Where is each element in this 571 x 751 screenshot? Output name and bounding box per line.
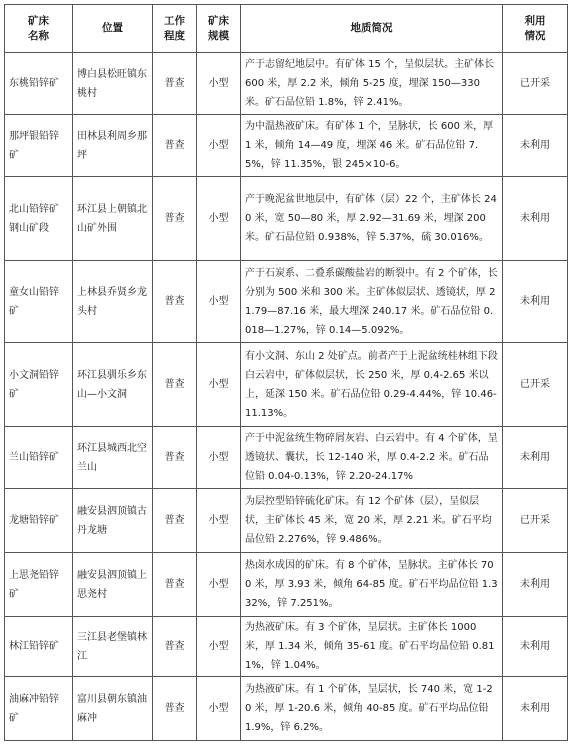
location-cell: 上林县乔贤乡龙头村: [73, 261, 153, 343]
location-cell: 融安县泗顶镇古丹龙塘: [73, 489, 153, 553]
location-cell: 三江县老堡镇林江: [73, 617, 153, 677]
location-cell: 富川县朝东镇油麻冲: [73, 677, 153, 741]
usage-cell: 未利用: [503, 677, 568, 741]
table-row: [5, 677, 568, 741]
table-row: [5, 617, 568, 677]
location-cell: 环江县城西北空兰山: [73, 427, 153, 489]
usage-cell: 已开采: [503, 489, 568, 553]
table-row: [5, 553, 568, 617]
deposit-name-cell: 小文洞铅锌矿: [5, 343, 73, 427]
table-row: [5, 261, 568, 343]
deposit-name-cell: 兰山铅锌矿: [5, 427, 73, 489]
header-deposit-name: 矿床 名称: [5, 5, 73, 53]
table-row: [5, 343, 568, 427]
deposit-name-cell: 上思尧铅锌矿: [5, 553, 73, 617]
work-stage-cell: 普查: [153, 489, 197, 553]
geology-cell: 有小文洞、东山 2 处矿点。前者产于上泥盆统桂林组下段白云岩中，矿体似层状，长 250 米，厚 0.4-2.65 米以上，延深 150 米。矿石品位铅 0.29-4.44%，锌 10.46-11.13%。: [241, 343, 503, 427]
usage-cell: 未利用: [503, 427, 568, 489]
geology-cell: 产于晚泥盆世地层中，有矿体（层）22 个，主矿体长 240 米，宽 50—80 米，厚 2.92—31.69 米，埋深 200 米。矿石品位铅 0.938%，锌 5.37%，硫 30.016%。: [241, 177, 503, 261]
work-stage-cell: 普查: [153, 115, 197, 177]
header-usage: 利用 情况: [503, 5, 568, 53]
header-work-stage: 工作 程度: [153, 5, 197, 53]
work-stage-cell: 普查: [153, 553, 197, 617]
work-stage-cell: 普查: [153, 177, 197, 261]
usage-cell: 未利用: [503, 261, 568, 343]
header-scale: 矿床 规模: [197, 5, 241, 53]
work-stage-cell: 普查: [153, 617, 197, 677]
scale-cell: 小型: [197, 677, 241, 741]
geology-cell: 产于中泥盆统生物碎屑灰岩、白云岩中。有 4 个矿体，呈透镜状、囊状，长 12-140 米，厚 0.4-2.2 米。矿石品位铅 0.04-0.13%，锌 2.20-24.17%: [241, 427, 503, 489]
work-stage-cell: 普查: [153, 677, 197, 741]
location-cell: 融安县泗顶镇上思尧村: [73, 553, 153, 617]
scale-cell: 小型: [197, 261, 241, 343]
deposit-name-cell: 北山铅锌矿钢山矿段: [5, 177, 73, 261]
deposit-name-cell: 童女山铅锌矿: [5, 261, 73, 343]
work-stage-cell: 普查: [153, 427, 197, 489]
usage-cell: 未利用: [503, 553, 568, 617]
geology-cell: 为热液矿床。有 3 个矿体，呈层状。主矿体长 1000 米，厚 1.34 米，倾角 35-61 度。矿石平均品位铅 0.811%，锌 1.04%。: [241, 617, 503, 677]
deposit-name-cell: 林江铅锌矿: [5, 617, 73, 677]
usage-cell: 未利用: [503, 617, 568, 677]
work-stage-cell: 普查: [153, 343, 197, 427]
deposit-name-cell: 油麻冲铅锌矿: [5, 677, 73, 741]
work-stage-cell: 普查: [153, 53, 197, 115]
usage-cell: 已开采: [503, 343, 568, 427]
scale-cell: 小型: [197, 489, 241, 553]
location-cell: 博白县松旺镇东桃村: [73, 53, 153, 115]
deposit-name-cell: 那坪银铅锌矿: [5, 115, 73, 177]
location-cell: 田林县利周乡那坪: [73, 115, 153, 177]
deposit-name-cell: 东桃铅锌矿: [5, 53, 73, 115]
scale-cell: 小型: [197, 115, 241, 177]
scale-cell: 小型: [197, 553, 241, 617]
geology-cell: 热卤水成因的矿床。有 8 个矿体，呈脉状。主矿体长 700 米，厚 3.93 米，倾角 64-85 度。矿石平均品位铅 1.332%，锌 7.251%。: [241, 553, 503, 617]
table-row: [5, 177, 568, 261]
geology-cell: 为层控型铅锌硫化矿床。有 12 个矿体（层），呈似层状，主矿体长 45 米，宽 20 米，厚 2.21 米。矿石平均品位铅 2.276%，锌 9.486%。: [241, 489, 503, 553]
location-cell: 环江县驯乐乡东山—小文洞: [73, 343, 153, 427]
scale-cell: 小型: [197, 427, 241, 489]
table-row: [5, 427, 568, 489]
geology-cell: 产于志留纪地层中。有矿体 15 个，呈似层状。主矿体长 600 米，厚 2.2 米，倾角 5-25 度，埋深 150—330 米。矿石品位铅 1.8%，锌 2.41%。: [241, 53, 503, 115]
table-row: [5, 53, 568, 115]
deposit-table: [4, 4, 568, 741]
usage-cell: 未利用: [503, 177, 568, 261]
location-cell: 环江县上朝镇北山矿外围: [73, 177, 153, 261]
table-row: [5, 489, 568, 553]
scale-cell: 小型: [197, 177, 241, 261]
table-row: [5, 115, 568, 177]
geology-cell: 为热液矿床。有 1 个矿体，呈层状，长 740 米，宽 1-20 米，厚 1-20.6 米，倾角 40-85 度。矿石平均品位铅 1.9%，锌 6.2%。: [241, 677, 503, 741]
deposit-name-cell: 龙塘铅锌矿: [5, 489, 73, 553]
header-row: [5, 5, 568, 53]
geology-cell: 产于石炭系、二叠系碳酸盐岩的断裂中。有 2 个矿体，长分别为 500 米和 300 米。主矿体似层状、透镜状，厚 21.79—87.16 米，最大埋深 240.17 米。矿石品位铅 0.018—1.27%，锌 0.14—5.092%。: [241, 261, 503, 343]
usage-cell: 未利用: [503, 115, 568, 177]
scale-cell: 小型: [197, 343, 241, 427]
work-stage-cell: 普查: [153, 261, 197, 343]
header-location: 位置: [73, 5, 153, 53]
scale-cell: 小型: [197, 617, 241, 677]
scale-cell: 小型: [197, 53, 241, 115]
header-geology: 地质简况: [241, 5, 503, 53]
usage-cell: 已开采: [503, 53, 568, 115]
geology-cell: 为中温热液矿床。有矿体 1 个，呈脉状，长 600 米，厚 1 米，倾角 14—49 度，埋深 46 米。矿石品位铅 7.5%，锌 11.35%，银 245×10-6。: [241, 115, 503, 177]
